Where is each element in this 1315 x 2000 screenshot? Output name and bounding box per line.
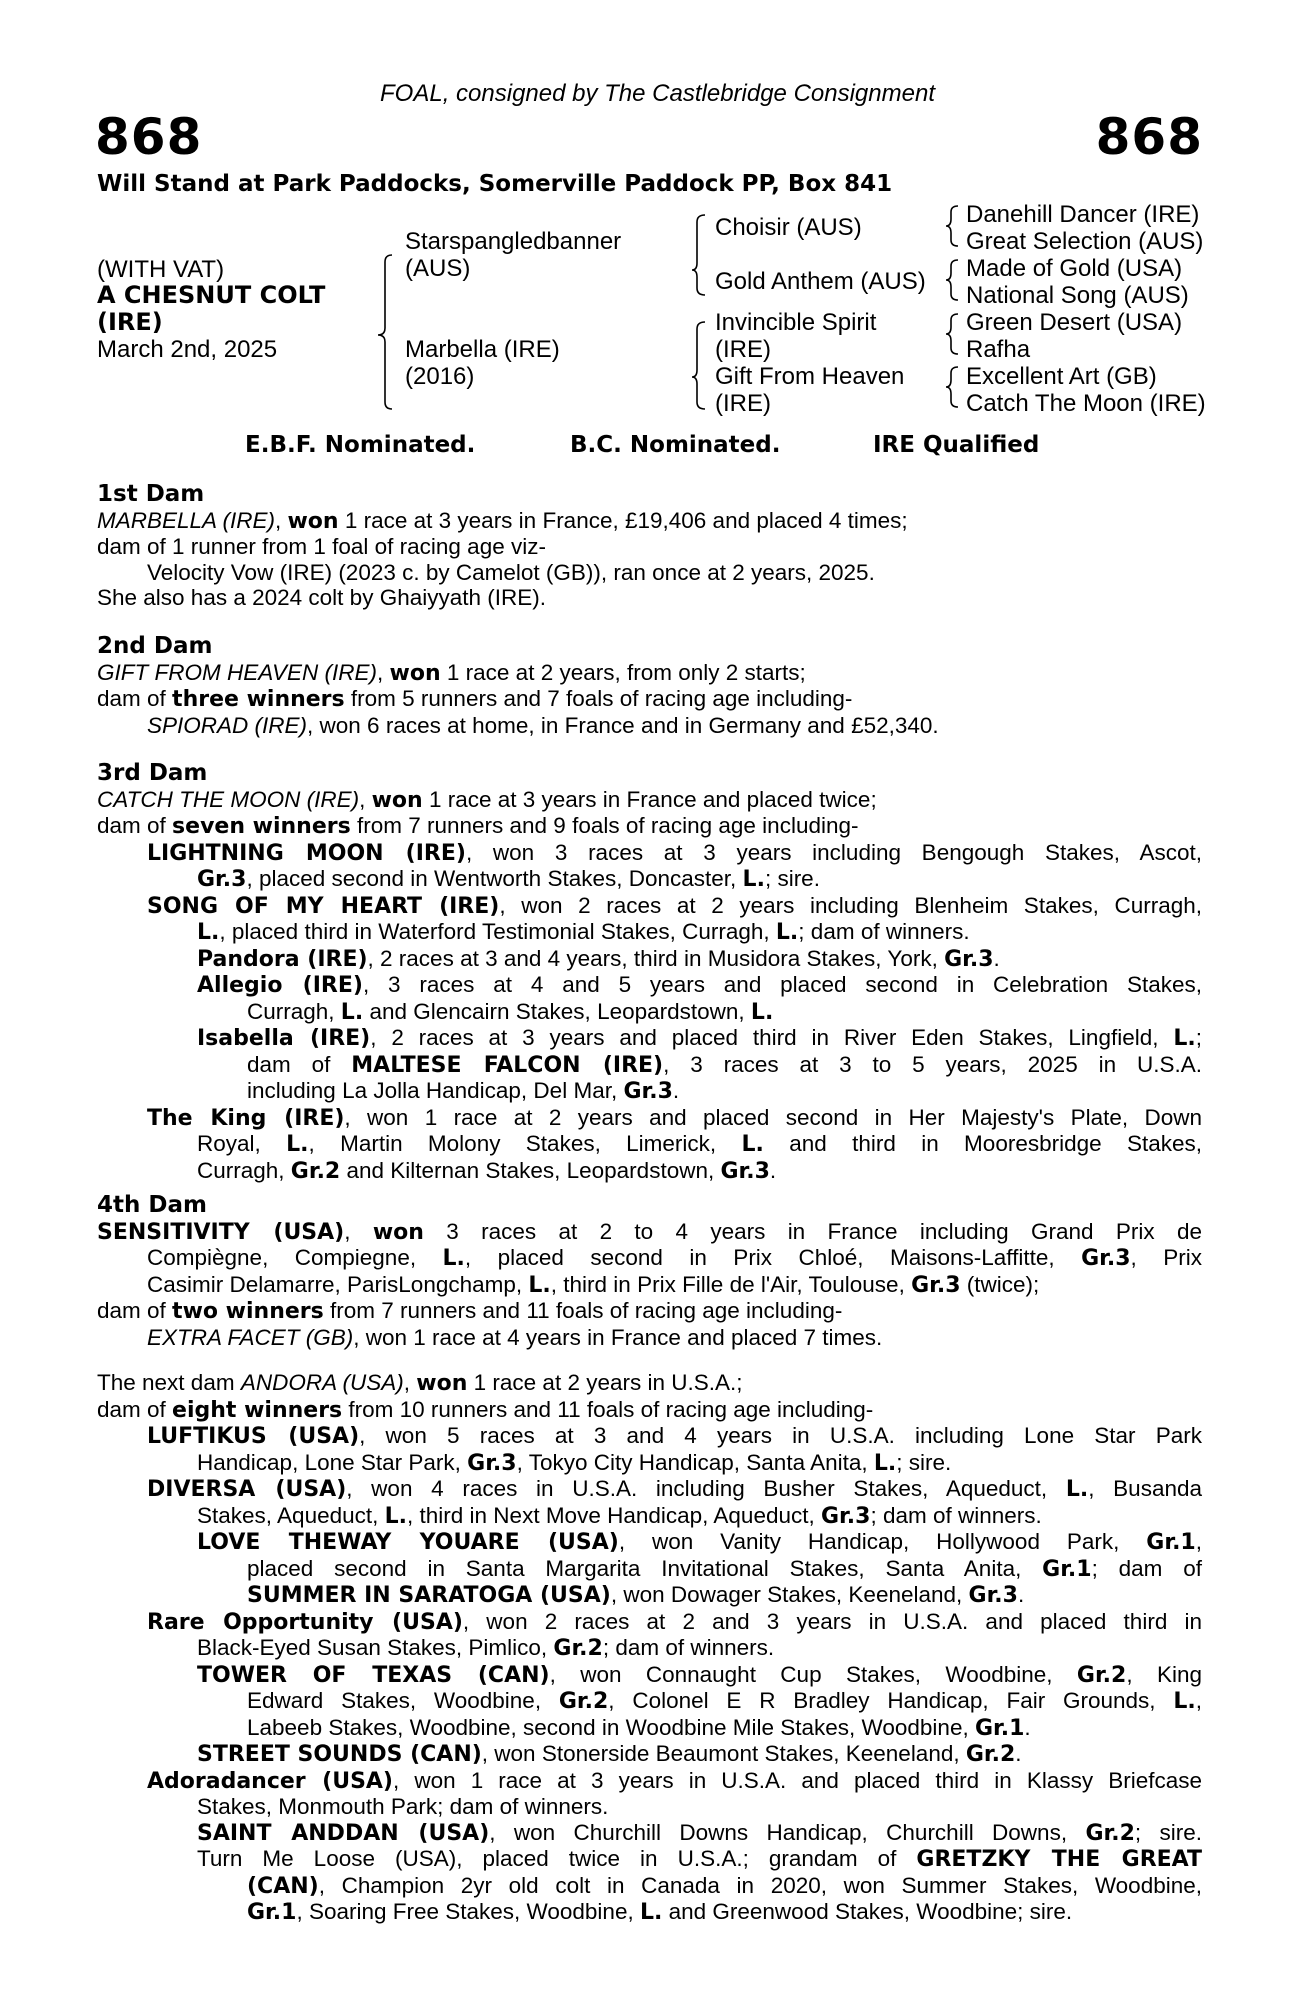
text-run: and Greenwood Stakes, Woodbine; sire. bbox=[662, 1899, 1073, 1924]
produce-line bbox=[97, 1105, 1202, 1132]
ebf-nominated: E.B.F. Nominated. bbox=[245, 432, 476, 458]
produce-line bbox=[97, 1846, 1202, 1873]
next-dam-section bbox=[97, 1370, 1202, 1926]
text-run: dam of bbox=[97, 1298, 173, 1323]
lot-number-left: 868 bbox=[95, 108, 203, 166]
text-run: , 2 races at 3 and 4 years, third in Musidora Stakes, York, bbox=[367, 945, 945, 971]
text-run: L. bbox=[197, 920, 220, 945]
text-run: 1 race at 3 years in France, £19,406 and placed 4 times; bbox=[338, 507, 908, 533]
text-run: The next dam bbox=[97, 1370, 241, 1395]
dam-line bbox=[97, 686, 1202, 713]
bc-nominated: B.C. Nominated. bbox=[570, 432, 781, 458]
brace-ss bbox=[946, 206, 958, 246]
text-run: , third in Prix Fille de l'Air, Toulouse, bbox=[550, 1271, 912, 1297]
text-run: The King (IRE) bbox=[147, 1105, 345, 1131]
text-run: Gr.1 bbox=[974, 1715, 1025, 1741]
text-run: L. bbox=[873, 1450, 897, 1476]
text-run: . bbox=[1017, 1582, 1025, 1607]
text-run: , bbox=[344, 1218, 373, 1244]
text-run: (CAN) bbox=[247, 1873, 319, 1899]
produce-line bbox=[97, 866, 1202, 893]
text-run: Gr.1 bbox=[247, 1900, 297, 1925]
produce-note: She also has a 2024 colt by Ghaiyyath (IRE). bbox=[97, 585, 546, 610]
sdd: National Song (AUS) bbox=[966, 282, 1189, 309]
text-run: from 10 runners and 11 foals of racing age including- bbox=[342, 1396, 874, 1422]
text-run: seven winners bbox=[172, 814, 351, 839]
text-run: L. bbox=[750, 999, 774, 1025]
text-run: , Martin Molony Stakes, Limerick, bbox=[308, 1131, 742, 1156]
text-run: SONG OF MY HEART (IRE) bbox=[147, 893, 500, 919]
section-heading: 1st Dam bbox=[97, 481, 205, 507]
text-run: L. bbox=[1173, 1689, 1196, 1714]
text-run: , Colonel E R Bradley Handicap, Fair Grounds, bbox=[608, 1688, 1174, 1713]
text-run: ANDORA (USA) bbox=[240, 1370, 404, 1395]
text-run: , bbox=[1195, 1529, 1202, 1554]
text-run: , won 2 races at 2 and 3 years in U.S.A. and placed third in bbox=[462, 1608, 1202, 1634]
produce-line bbox=[97, 1741, 1202, 1768]
text-run: LOVE THEWAY YOUARE (USA) bbox=[197, 1530, 619, 1555]
sire: Starspangledbanner bbox=[405, 228, 622, 255]
sire-sire: Choisir (AUS) bbox=[715, 214, 862, 241]
produce-line bbox=[97, 1820, 1202, 1847]
produce-line bbox=[97, 919, 1202, 946]
produce-line bbox=[97, 1635, 1202, 1662]
brace-ds bbox=[946, 314, 958, 354]
section-heading: 2nd Dam bbox=[97, 633, 213, 659]
produce-line bbox=[97, 1078, 1202, 1105]
text-run: Edward Stakes, Woodbine, bbox=[247, 1688, 559, 1713]
produce-line bbox=[97, 946, 1202, 973]
text-run: Pandora (IRE) bbox=[197, 946, 368, 972]
produce-line bbox=[97, 1715, 1202, 1742]
dds: Excellent Art (GB) bbox=[966, 363, 1157, 390]
produce-line bbox=[97, 1450, 1202, 1477]
text-run: L. bbox=[384, 1503, 408, 1529]
dam-sire-country: (IRE) bbox=[715, 336, 771, 363]
text-run: , placed second in Prix Chloé, Maisons-Laffitte, bbox=[464, 1245, 1082, 1270]
text-run: 3 races at 2 to 4 years in France including Grand Prix de bbox=[423, 1218, 1202, 1244]
text-run: Gr.3 bbox=[1081, 1246, 1131, 1271]
text-run: L. bbox=[1173, 1026, 1196, 1051]
text-run: DIVERSA (USA) bbox=[147, 1477, 347, 1502]
text-run: , bbox=[1195, 1688, 1202, 1713]
text-run: Gr.3 bbox=[720, 1158, 770, 1184]
text-run: LUFTIKUS (USA) bbox=[147, 1424, 360, 1449]
text-run: , won Churchill Downs Handicap, Churchill Downs, bbox=[489, 1819, 1086, 1845]
text-run: Royal, bbox=[197, 1131, 287, 1156]
text-run: and Glencairn Stakes, Leopardstown, bbox=[363, 998, 751, 1024]
text-run: 1 race at 3 years in France and placed twice; bbox=[422, 786, 877, 812]
produce-line: Velocity Vow (IRE) (2023 c. by Camelot (GB)), ran once at 2 years, 2025. bbox=[147, 559, 875, 585]
text-run: ; dam of winners. bbox=[870, 1502, 1042, 1528]
text-run: L. bbox=[340, 999, 364, 1025]
third-dam-section bbox=[97, 761, 1202, 1184]
ssd: Great Selection (AUS) bbox=[966, 228, 1204, 255]
section-heading: 3rd Dam bbox=[97, 760, 208, 786]
text-run: . bbox=[993, 945, 1000, 971]
text-run: and Kilternan Stakes, Leopardstown, bbox=[340, 1157, 721, 1183]
text-run: Rare Opportunity (USA) bbox=[147, 1609, 463, 1635]
consignment-line: FOAL, consigned by The Castlebridge Consignment bbox=[380, 80, 935, 107]
text-run: L. bbox=[1065, 1477, 1089, 1502]
text-run: , Tokyo City Handicap, Santa Anita, bbox=[516, 1449, 874, 1475]
text-run: eight winners bbox=[172, 1397, 343, 1423]
text-run: , Champion 2yr old colt in Canada in 2020, won Summer Stakes, Woodbine, bbox=[318, 1872, 1202, 1898]
text-run: , won Vanity Handicap, Hollywood Park, bbox=[618, 1529, 1147, 1554]
subject-name: A CHESNUT COLT bbox=[97, 281, 326, 309]
dam-year: (2016) bbox=[405, 363, 475, 390]
produce-line bbox=[97, 999, 1202, 1026]
produce-line bbox=[97, 1025, 1202, 1052]
brace-main bbox=[378, 255, 392, 409]
text-run: , won 1 race at 3 years in U.S.A. and placed third in Klassy Briefcase bbox=[393, 1767, 1203, 1793]
text-run: , bbox=[403, 1370, 417, 1395]
text-run: Gr.2 bbox=[558, 1689, 609, 1714]
dam-line: CATCH THE MOON (IRE), won 1 race at 3 years in France and placed twice; bbox=[97, 786, 877, 813]
text-run: three winners bbox=[172, 687, 345, 712]
produce-line: Stakes, Monmouth Park; dam of winners. bbox=[197, 1794, 609, 1819]
lot-number-right: 868 bbox=[1095, 108, 1203, 166]
text-run: , won 5 races at 3 and 4 years in U.S.A. including Lone Star Park bbox=[359, 1423, 1202, 1448]
produce-line bbox=[97, 1476, 1202, 1503]
dam-dam-country: (IRE) bbox=[715, 390, 771, 417]
text-run: GRETZKY THE GREAT bbox=[916, 1847, 1202, 1872]
text-run: Gr.3 bbox=[467, 1450, 517, 1476]
dam-line bbox=[97, 1245, 1202, 1272]
text-run: Allegio (IRE) bbox=[197, 973, 363, 998]
text-run: dam of bbox=[97, 686, 173, 711]
text-run: , 2 races at 3 years and placed third in River Eden Stakes, Lingfield, bbox=[370, 1025, 1174, 1050]
produce-line bbox=[97, 1873, 1202, 1900]
dam-line: MARBELLA (IRE), won 1 race at 3 years in France, £19,406 and placed 4 times; bbox=[97, 507, 908, 534]
text-run: , placed third in Waterford Testimonial Stakes, Curragh, bbox=[219, 919, 776, 944]
text-run: , won Connaught Cup Stakes, Woodbine, bbox=[549, 1661, 1077, 1687]
text-run: , won 1 race at 4 years in France and placed 7 times. bbox=[353, 1324, 883, 1350]
text-run: L. bbox=[528, 1272, 551, 1298]
text-run: Handicap, Lone Star Park, bbox=[197, 1449, 468, 1475]
text-run: L. bbox=[742, 867, 765, 892]
sire-dam: Gold Anthem (AUS) bbox=[715, 268, 926, 295]
section-heading: 4th Dam bbox=[97, 1192, 207, 1218]
text-run: won bbox=[416, 1371, 468, 1396]
text-run: ; dam of winners. bbox=[602, 1635, 775, 1660]
produce-line bbox=[97, 1768, 1202, 1795]
text-run: . bbox=[672, 1078, 680, 1103]
text-run: Gr.2 bbox=[290, 1158, 341, 1184]
text-run: won bbox=[389, 660, 441, 686]
text-run: . bbox=[769, 1157, 777, 1183]
dam-line bbox=[97, 813, 1202, 840]
text-run: Gr.3 bbox=[623, 1079, 673, 1104]
dam-sire: Invincible Spirit bbox=[715, 309, 877, 336]
produce-line bbox=[97, 1158, 1202, 1185]
text-run: Gr.3 bbox=[197, 867, 247, 892]
brace-sire bbox=[692, 215, 705, 295]
produce-line bbox=[97, 1899, 1202, 1926]
second-dam-section bbox=[97, 634, 1202, 738]
text-run: Casimir Delamarre, ParisLongchamp, bbox=[147, 1271, 529, 1297]
brace-dam bbox=[692, 322, 705, 409]
dam-line bbox=[97, 1397, 1202, 1424]
text-run: Labeeb Stakes, Woodbine, second in Woodbine Mile Stakes, Woodbine, bbox=[247, 1714, 975, 1740]
text-run: L. bbox=[775, 920, 799, 945]
text-run: SENSITIVITY (USA) bbox=[97, 1219, 345, 1245]
text-run: STREET SOUNDS (CAN) bbox=[197, 1742, 482, 1767]
text-run: SUMMER IN SARATOGA (USA) bbox=[247, 1583, 611, 1608]
text-run: L. bbox=[286, 1132, 309, 1157]
text-run: , won Dowager Stakes, Keeneland, bbox=[610, 1582, 969, 1607]
text-run: , won 2 races at 2 years including Blenheim Stakes, Curragh, bbox=[499, 892, 1202, 918]
produce-line bbox=[97, 1529, 1202, 1556]
text-run: Gr.3 bbox=[944, 946, 994, 972]
text-run: dam of bbox=[97, 813, 173, 838]
text-run: ; sire. bbox=[1134, 1819, 1202, 1845]
text-run: from 5 runners and 7 foals of racing age including- bbox=[344, 686, 853, 711]
text-run: . bbox=[1024, 1714, 1031, 1740]
text-run: , won 6 races at home, in France and in Germany and £52,340. bbox=[307, 712, 939, 738]
text-run: ; bbox=[1195, 1025, 1202, 1050]
fourth-dam-section bbox=[97, 1193, 1202, 1350]
text-run: Curragh, bbox=[197, 1157, 291, 1183]
text-run: L. bbox=[639, 1900, 663, 1925]
text-run: won bbox=[371, 787, 423, 813]
text-run: . bbox=[1015, 1741, 1022, 1766]
vat-note: (WITH VAT) bbox=[97, 256, 225, 283]
text-run: TOWER OF TEXAS (CAN) bbox=[197, 1662, 550, 1688]
produce-line bbox=[97, 1131, 1202, 1158]
text-run: , won 3 races at 3 years including Bengough Stakes, Ascot, bbox=[465, 839, 1202, 865]
text-run: Gr.1 bbox=[1042, 1556, 1092, 1582]
text-run: Curragh, bbox=[247, 998, 341, 1024]
text-run: , Prix bbox=[1130, 1245, 1202, 1270]
produce-line bbox=[97, 1662, 1202, 1689]
text-run: SPIORAD (IRE) bbox=[147, 712, 308, 738]
foaling-date: March 2nd, 2025 bbox=[97, 336, 278, 363]
text-run: , 3 races at 4 and 5 years and placed second in Celebration Stakes, bbox=[362, 972, 1203, 997]
dam-line bbox=[97, 1272, 1202, 1299]
produce-line bbox=[97, 1688, 1202, 1715]
produce-line bbox=[97, 1052, 1202, 1079]
text-run: won bbox=[287, 508, 339, 534]
text-run: two winners bbox=[172, 1299, 324, 1324]
text-run: , Soaring Free Stakes, Woodbine, bbox=[296, 1899, 640, 1924]
text-run: Gr.1 bbox=[1146, 1530, 1196, 1555]
text-run: L. bbox=[741, 1132, 764, 1157]
text-run: 1 race at 2 years, from only 2 starts; bbox=[440, 659, 806, 685]
text-run: Gr.3 bbox=[911, 1272, 961, 1298]
text-run: , King bbox=[1126, 1661, 1202, 1687]
text-run: Stakes, Aqueduct, bbox=[197, 1502, 385, 1528]
text-run: including La Jolla Handicap, Del Mar, bbox=[247, 1078, 624, 1103]
ire-qualified: IRE Qualified bbox=[873, 432, 1040, 458]
text-run: EXTRA FACET (GB) bbox=[147, 1324, 354, 1350]
produce-line bbox=[97, 1325, 1202, 1351]
dam-line bbox=[97, 1370, 1202, 1397]
text-run: SAINT ANDDAN (USA) bbox=[197, 1820, 490, 1846]
text-run: Adoradancer (USA) bbox=[147, 1768, 393, 1794]
brace-sd bbox=[946, 260, 958, 300]
text-run: , third in Next Move Handicap, Aqueduct, bbox=[407, 1502, 821, 1528]
text-run: dam of bbox=[97, 1396, 173, 1422]
text-run: LIGHTNING MOON (IRE) bbox=[147, 840, 466, 866]
text-run: Isabella (IRE) bbox=[197, 1026, 371, 1051]
text-run: , 3 races at 3 to 5 years, 2025 in U.S.A. bbox=[663, 1051, 1202, 1077]
first-dam-section bbox=[97, 482, 1202, 611]
text-run: and third in Mooresbridge Stakes, bbox=[763, 1131, 1202, 1156]
produce-line bbox=[97, 713, 1202, 739]
text-run: Gr.2 bbox=[1076, 1662, 1127, 1688]
produce-line bbox=[97, 840, 1202, 867]
produce-line bbox=[97, 972, 1202, 999]
stand-location: Will Stand at Park Paddocks, Somerville Paddock PP, Box 841 bbox=[97, 171, 893, 197]
produce-line bbox=[97, 1582, 1202, 1609]
text-run: , won 4 races in U.S.A. including Busher Stakes, Aqueduct, bbox=[346, 1476, 1066, 1501]
subject-name-country: (IRE) bbox=[97, 308, 163, 336]
text-run: L. bbox=[442, 1246, 465, 1271]
text-run: from 7 runners and 11 foals of racing age including- bbox=[323, 1298, 843, 1323]
produce-line bbox=[97, 1609, 1202, 1636]
dam-line bbox=[97, 1219, 1202, 1246]
text-run: CATCH THE MOON (IRE) bbox=[97, 786, 360, 812]
text-run: Compiègne, Compiegne, bbox=[147, 1245, 443, 1270]
dam-line: GIFT FROM HEAVEN (IRE), won 1 race at 2 years, from only 2 starts; bbox=[97, 659, 806, 686]
produce-line bbox=[97, 1423, 1202, 1450]
dam-line: dam of 1 runner from 1 foal of racing age viz- bbox=[97, 534, 546, 559]
text-run: , Busanda bbox=[1088, 1476, 1203, 1501]
text-run: placed second in Santa Margarita Invitational Stakes, Santa Anita, bbox=[247, 1555, 1043, 1581]
text-run: MARBELLA (IRE) bbox=[97, 507, 275, 533]
text-run: dam of bbox=[247, 1051, 352, 1077]
sire-country: (AUS) bbox=[405, 255, 471, 282]
text-run: Gr.3 bbox=[821, 1503, 871, 1529]
text-run: Gr.2 bbox=[1085, 1820, 1135, 1846]
sds: Made of Gold (USA) bbox=[966, 255, 1183, 282]
text-run: GIFT FROM HEAVEN (IRE) bbox=[97, 659, 378, 685]
brace-dd bbox=[946, 367, 958, 407]
text-run: won bbox=[372, 1219, 424, 1245]
dam-dam: Gift From Heaven bbox=[715, 363, 905, 390]
text-run: ; dam of winners. bbox=[798, 919, 970, 944]
text-run: Black-Eyed Susan Stakes, Pimlico, bbox=[197, 1635, 554, 1660]
text-run: , placed second in Wentworth Stakes, Doncaster, bbox=[246, 866, 743, 891]
dam: Marbella (IRE) bbox=[405, 336, 560, 363]
sss: Danehill Dancer (IRE) bbox=[966, 201, 1200, 228]
text-run: (twice); bbox=[960, 1271, 1040, 1297]
text-run: from 7 runners and 9 foals of racing age including- bbox=[350, 813, 859, 838]
text-run: 1 race at 2 years in U.S.A.; bbox=[467, 1370, 743, 1395]
dss: Green Desert (USA) bbox=[966, 309, 1183, 336]
text-run: ; dam of bbox=[1091, 1555, 1202, 1581]
ddd: Catch The Moon (IRE) bbox=[966, 390, 1206, 417]
text-run: Gr.3 bbox=[968, 1583, 1018, 1608]
text-run: ; sire. bbox=[896, 1449, 952, 1475]
text-run: Gr.2 bbox=[965, 1742, 1016, 1767]
dam-line bbox=[97, 1298, 1202, 1325]
text-run: , won Stonerside Beaumont Stakes, Keeneland, bbox=[481, 1741, 966, 1766]
text-run: ; sire. bbox=[764, 866, 820, 891]
text-run: Gr.2 bbox=[553, 1636, 603, 1661]
produce-line bbox=[97, 1556, 1202, 1583]
dsd: Rafha bbox=[966, 336, 1031, 363]
produce-line bbox=[97, 893, 1202, 920]
text-run: , won 1 race at 2 years and placed second in Her Majesty's Plate, Down bbox=[344, 1104, 1203, 1130]
text-run: MALTESE FALCON (IRE) bbox=[351, 1052, 664, 1078]
produce-line bbox=[97, 1503, 1202, 1530]
text-run: Turn Me Loose (USA), placed twice in U.S.A.; grandam of bbox=[197, 1846, 917, 1871]
